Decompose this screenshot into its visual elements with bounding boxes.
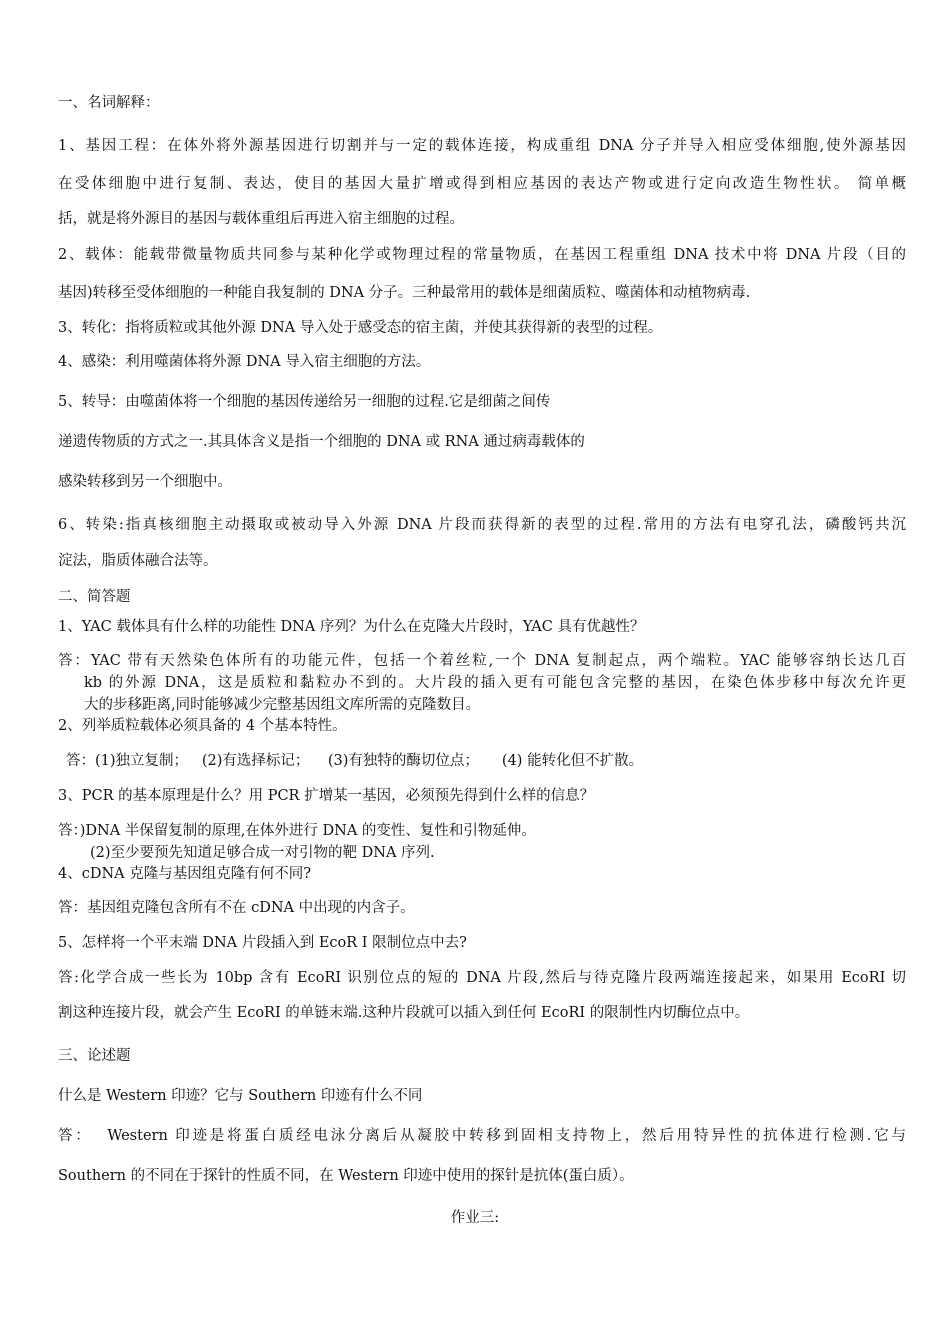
answer-3-line-1: 答：)DNA 半保留复制的原理,在体外进行 DNA 的变性、复性和引物延伸。 xyxy=(58,823,536,839)
definition-6-line-1: 6、转染:指真核细胞主动摄取或被动导入外源 DNA 片段而获得新的表型的过程.常用的方法有电穿孔法，磷酸钙共沉 xyxy=(58,517,906,533)
answer-1-line-1: 答：YAC 带有天然染色体所有的功能元件，包括一个着丝粒,一个 DNA 复制起点，两个端粒。YAC 能够容纳长达几百 xyxy=(58,653,906,669)
homework-three-heading: 作业三: xyxy=(450,1210,500,1226)
essay-answer-line-2: Southern 的不同在于探针的性质不同，在 Western 印迹中使用的探针是抗体(蛋白质）。 xyxy=(58,1168,634,1184)
answer-1-line-2: kb 的外源 DNA，这是质粒和黏粒办不到的。大片段的插入更有可能包含完整的基因，在染色体步移中每次允许更 xyxy=(84,675,906,691)
definition-1-line-1: 1、基因工程：在体外将外源基因进行切割并与一定的载体连接，构成重组 DNA 分子并导入相应受体细胞,使外源基因 xyxy=(58,138,906,154)
section-3-title: 三、论述题 xyxy=(58,1048,131,1064)
definition-4: 4、感染：利用噬菌体将外源 DNA 导入宿主细胞的方法。 xyxy=(58,354,431,370)
question-2: 2、列举质粒载体必须具备的 4 个基本特性。 xyxy=(58,718,347,734)
definition-6-line-2: 淀法，脂质体融合法等。 xyxy=(58,553,218,569)
question-5: 5、怎样将一个平末端 DNA 片段插入到 EcoR I 限制位点中去? xyxy=(58,935,467,951)
answer-5-line-1: 答:化学合成一些长为 10bp 含有 EcoRI 识别位点的短的 DNA 片段,然后与待克隆片段两端连接起来，如果用 EcoRI 切 xyxy=(58,970,906,986)
definition-5-line-2: 递遗传物质的方式之一.其具体含义是指一个细胞的 DNA 或 RNA 通过病毒载体的 xyxy=(58,434,585,450)
definition-5-line-3: 感染转移到另一个细胞中。 xyxy=(58,474,232,490)
question-3: 3、PCR 的基本原理是什么？用 PCR 扩增某一基因，必须预先得到什么样的信息？ xyxy=(58,788,595,804)
definition-2-line-2: 基因)转移至受体细胞的一种能自我复制的 DNA 分子。三种最常用的载体是细菌质粒、噬菌体和动植物病毒. xyxy=(58,285,751,301)
definition-2-line-1: 2、载体：能载带微量物质共同参与某种化学或物理过程的常量物质，在基因工程重组 DNA 技术中将 DNA 片段（目的 xyxy=(58,247,906,263)
answer-2: 答：(1)独立复制； (2)有选择标记； (3)有独特的酶切位点； (4) 能转化但不扩散。 xyxy=(66,753,644,769)
answer-5-line-2: 割这种连接片段，就会产生 EcoRI 的单链末端.这种片段就可以插入到任何 EcoRI 的限制性内切酶位点中。 xyxy=(58,1005,750,1021)
essay-answer-line-1: 答： Western 印迹是将蛋白质经电泳分离后从凝胶中转移到固相支持物上，然后用特异性的抗体进行检测.它与 xyxy=(58,1128,906,1144)
section-1-title: 一、名词解释： xyxy=(58,95,160,111)
essay-question: 什么是 Western 印迹？它与 Southern 印迹有什么不同 xyxy=(58,1088,423,1104)
definition-1-line-3: 括，就是将外源目的基因与载体重组后再进入宿主细胞的过程。 xyxy=(58,211,464,227)
definition-3: 3、转化：指将质粒或其他外源 DNA 导入处于感受态的宿主菌，并使其获得新的表型的过程。 xyxy=(58,320,663,336)
section-2-title: 二、简答题 xyxy=(58,589,131,605)
definition-1-line-2: 在受体细胞中进行复制、表达，使目的基因大量扩增或得到相应基因的表达产物或进行定向改造生物性状。 简单概 xyxy=(58,176,906,192)
answer-3-line-2: (2)至少要预先知道足够合成一对引物的靶 DNA 序列. xyxy=(90,845,435,861)
definition-5-line-1: 5、转导：由噬菌体将一个细胞的基因传递给另一细胞的过程.它是细菌之间传 xyxy=(58,394,551,410)
answer-4: 答：基因组克隆包含所有不在 cDNA 中出现的内含子。 xyxy=(58,900,415,916)
question-1: 1、YAC 载体具有什么样的功能性 DNA 序列？为什么在克隆大片段时，YAC 具有优越性？ xyxy=(58,619,645,635)
answer-1-line-3: 大的步移距离,同时能够减少完整基因组文库所需的克隆数目。 xyxy=(84,697,481,713)
question-4: 4、cDNA 克隆与基因组克隆有何不同? xyxy=(58,866,312,882)
